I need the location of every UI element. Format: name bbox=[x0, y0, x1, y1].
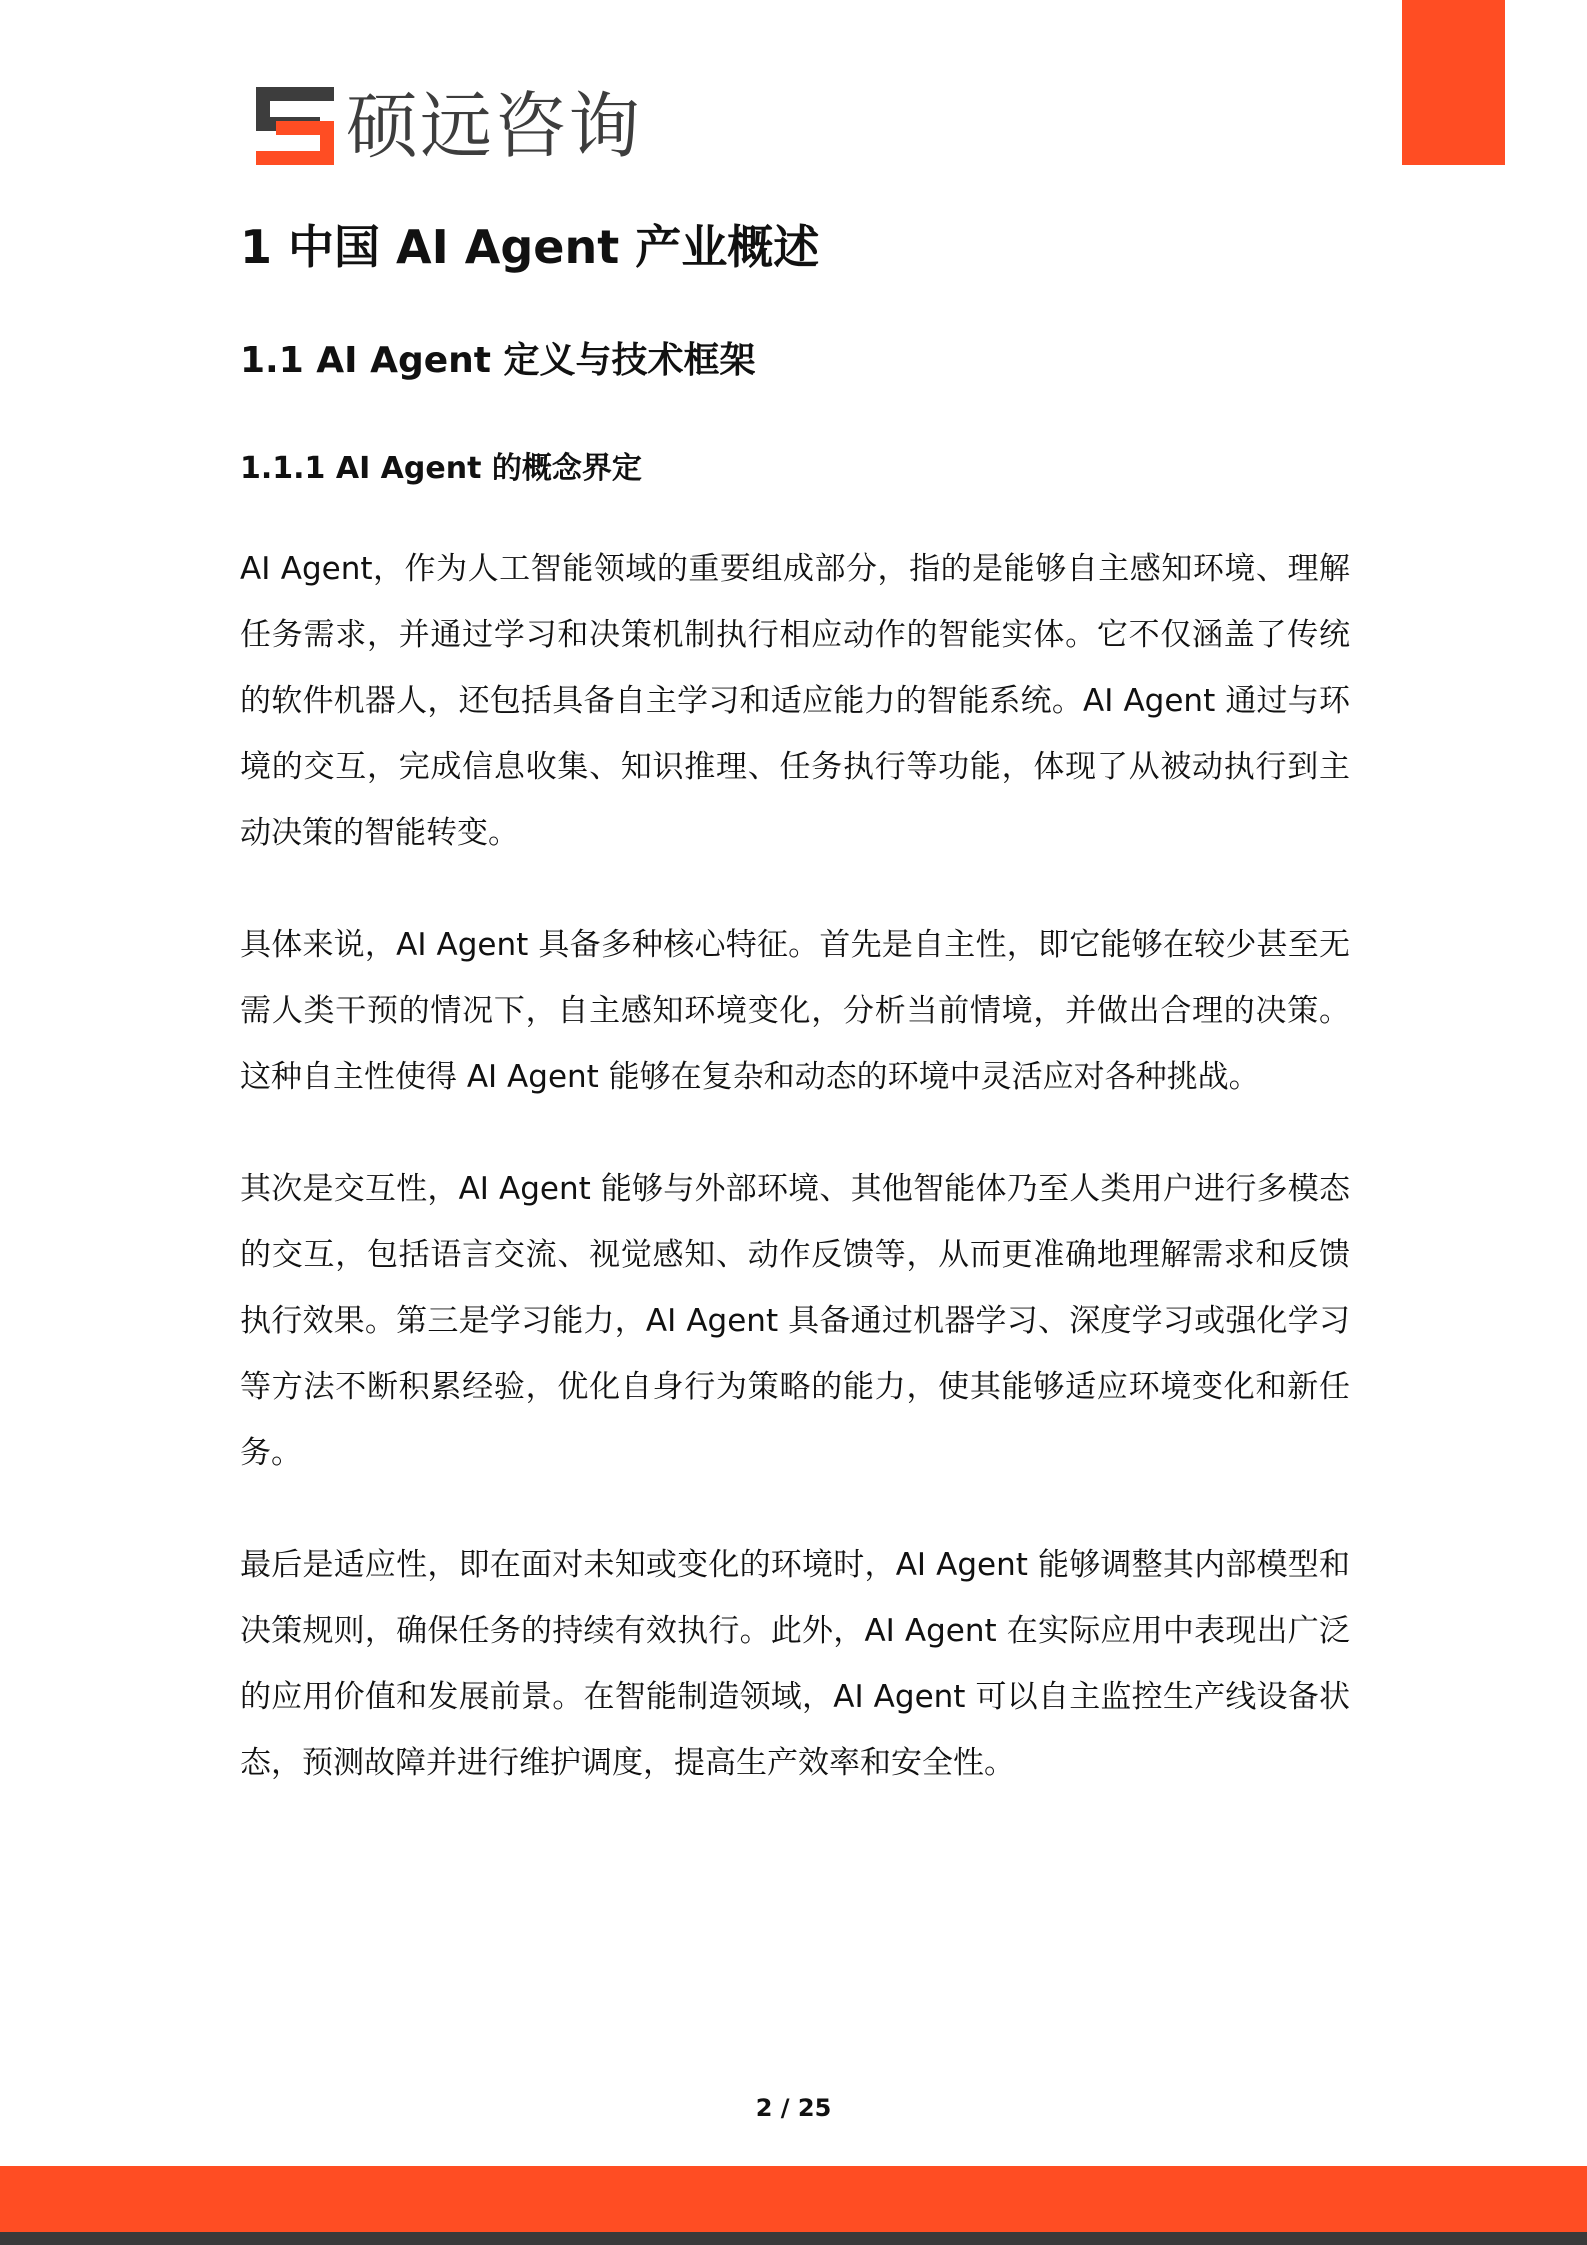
chapter-heading: 1 中国 AI Agent 产业概述 bbox=[240, 220, 820, 274]
paragraph-interaction-learning: 其次是交互性，AI Agent 能够与外部环境、其他智能体乃至人类用户进行多模态的交互，包括语言交流、视觉感知、动作反馈等，从而更准确地理解需求和反馈执行效果。第三是学习能力，AI Agent 具备通过机器学习、深度学习或强化学习等方法不断积累经验，优化自身行为策略的能力，使其能够适应环境变化和新任务。 bbox=[240, 1171, 1350, 1471]
paragraph-autonomy: 具体来说，AI Agent 具备多种核心特征。首先是自主性，即它能够在较少甚至无需人类干预的情况下，自主感知环境变化，分析当前情境，并做出合理的决策。这种自主性使得 AI Agent 能够在复杂和动态的环境中灵活应对各种挑战。 bbox=[240, 927, 1350, 1095]
s-mark-logo-icon bbox=[256, 87, 334, 165]
section-heading: 1.1 AI Agent 定义与技术框架 bbox=[240, 340, 756, 381]
page-number: 2 / 25 bbox=[755, 2094, 832, 2122]
company-logo bbox=[256, 84, 642, 168]
footer-strip bbox=[0, 2232, 1587, 2245]
corner-accent-tab bbox=[1402, 0, 1505, 165]
paragraph-adaptability: 最后是适应性，即在面对未知或变化的环境时，AI Agent 能够调整其内部模型和决策规则，确保任务的持续有效执行。此外，AI Agent 在实际应用中表现出广泛的应用价值和发展前景。在智能制造领域，AI Agent 可以自主监控生产线设备状态，预测故障并进行维护调度，提高生产效率和安全性。 bbox=[240, 1547, 1350, 1781]
footer-bar bbox=[0, 2166, 1587, 2232]
document-body bbox=[240, 210, 1350, 1796]
paragraph-definition: AI Agent，作为人工智能领域的重要组成部分，指的是能够自主感知环境、理解任务需求，并通过学习和决策机制执行相应动作的智能实体。它不仅涵盖了传统的软件机器人，还包括具备自主学习和适应能力的智能系统。AI Agent 通过与环境的交互，完成信息收集、知识推理、任务执行等功能，体现了从被动执行到主动决策的智能转变。 bbox=[240, 551, 1350, 851]
subsection-heading: 1.1.1 AI Agent 的概念界定 bbox=[240, 451, 642, 486]
logo-wordmark: 硕远咨询 bbox=[346, 84, 643, 168]
